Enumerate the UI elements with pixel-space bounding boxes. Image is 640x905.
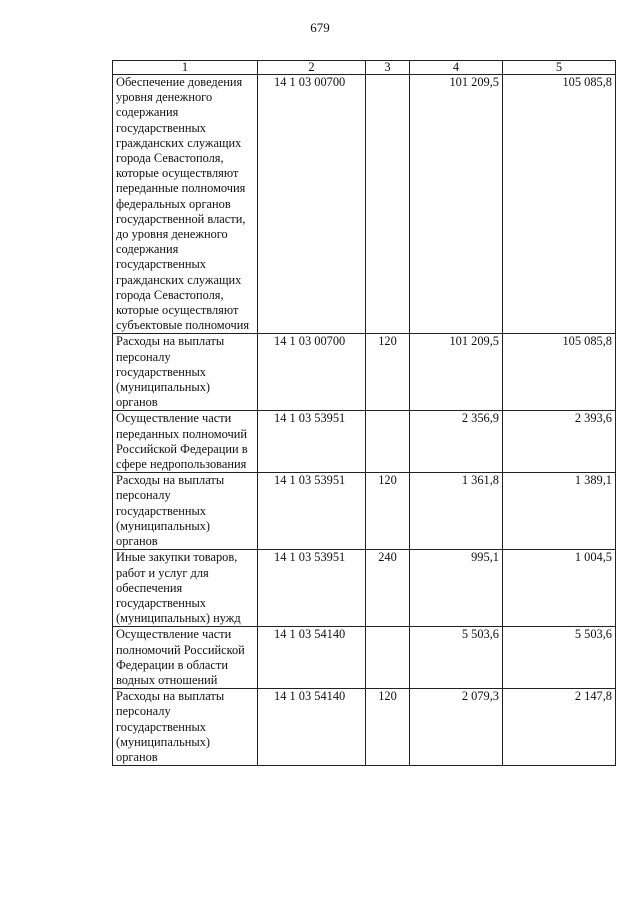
cell-expense-type xyxy=(366,627,410,689)
cell-expense-type: 120 xyxy=(366,473,410,550)
cell-target-code: 14 1 03 54140 xyxy=(258,689,366,766)
cell-expense-type xyxy=(366,75,410,334)
table-body xyxy=(113,75,616,766)
cell-amount-year1: 2 356,9 xyxy=(410,411,503,473)
table-row xyxy=(113,473,616,550)
cell-name: Осуществление части полномочий Российской Федерации в области водных отношений xyxy=(113,627,258,689)
cell-name: Расходы на выплаты персоналу государственных (муниципальных) органов xyxy=(113,689,258,766)
cell-expense-type: 120 xyxy=(366,334,410,411)
cell-expense-type xyxy=(366,411,410,473)
table-row xyxy=(113,550,616,627)
table-row xyxy=(113,627,616,689)
budget-table xyxy=(112,60,616,766)
column-header: 1 xyxy=(113,61,258,75)
table-row xyxy=(113,75,616,334)
cell-target-code: 14 1 03 00700 xyxy=(258,334,366,411)
cell-name: Осуществление части переданных полномочий Российской Федерации в сфере недропользования xyxy=(113,411,258,473)
cell-amount-year1: 101 209,5 xyxy=(410,334,503,411)
cell-amount-year2: 105 085,8 xyxy=(503,334,616,411)
cell-name: Расходы на выплаты персоналу государственных (муниципальных) органов xyxy=(113,473,258,550)
cell-amount-year2: 2 147,8 xyxy=(503,689,616,766)
cell-amount-year2: 1 389,1 xyxy=(503,473,616,550)
cell-amount-year2: 5 503,6 xyxy=(503,627,616,689)
cell-target-code: 14 1 03 53951 xyxy=(258,473,366,550)
cell-name: Иные закупки товаров, работ и услуг для обеспечения государственных (муниципальных) нужд xyxy=(113,550,258,627)
cell-amount-year1: 101 209,5 xyxy=(410,75,503,334)
column-header: 5 xyxy=(503,61,616,75)
column-header: 2 xyxy=(258,61,366,75)
table-row xyxy=(113,411,616,473)
cell-amount-year2: 2 393,6 xyxy=(503,411,616,473)
cell-target-code: 14 1 03 54140 xyxy=(258,627,366,689)
table-row xyxy=(113,689,616,766)
cell-name: Расходы на выплаты персоналу государственных (муниципальных) органов xyxy=(113,334,258,411)
cell-target-code: 14 1 03 53951 xyxy=(258,411,366,473)
cell-amount-year2: 1 004,5 xyxy=(503,550,616,627)
cell-amount-year1: 1 361,8 xyxy=(410,473,503,550)
cell-expense-type: 120 xyxy=(366,689,410,766)
table-row xyxy=(113,334,616,411)
column-header: 4 xyxy=(410,61,503,75)
cell-amount-year1: 2 079,3 xyxy=(410,689,503,766)
cell-target-code: 14 1 03 00700 xyxy=(258,75,366,334)
cell-expense-type: 240 xyxy=(366,550,410,627)
header-row xyxy=(113,61,616,75)
cell-amount-year1: 5 503,6 xyxy=(410,627,503,689)
cell-name: Обеспечение доведения уровня денежного содержания государственных гражданских служащих города Севастополя, которые осуществляют переданные полномочия федеральных органов государственной власти, до уровня денежного содержания государственных гражданских служащих города Севастополя, которые осуществляют субъектовые полномочия xyxy=(113,75,258,334)
cell-amount-year2: 105 085,8 xyxy=(503,75,616,334)
column-header: 3 xyxy=(366,61,410,75)
cell-target-code: 14 1 03 53951 xyxy=(258,550,366,627)
page-number: 679 xyxy=(310,20,330,35)
cell-amount-year1: 995,1 xyxy=(410,550,503,627)
